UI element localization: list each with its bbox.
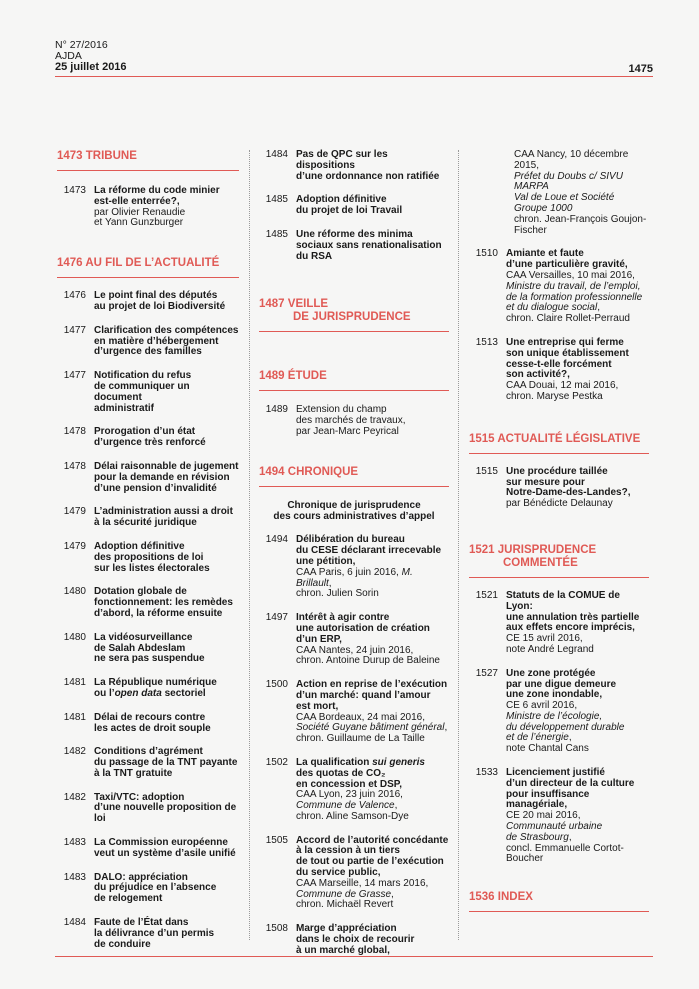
- subheading-line: des cours administratives d’appel: [273, 510, 435, 522]
- entry-title: [94, 689, 239, 700]
- entry-title: son activité?,: [506, 369, 570, 381]
- entry-title: d’une ordonnance non ratifiée: [296, 170, 440, 182]
- entry-title-part: sectoriel: [161, 687, 206, 699]
- entry-title: Une entreprise qui ferme: [506, 336, 624, 348]
- entry-title: à la TNT gratuite: [94, 767, 173, 779]
- entry-body: [94, 678, 239, 700]
- entry-detail: CE 15 avril 2016,: [506, 633, 583, 645]
- entry-title: sur mesure pour: [506, 476, 585, 488]
- toc-entry[interactable]: [469, 467, 649, 510]
- entry-title: fonctionnement: les remèdes: [94, 597, 233, 609]
- entry-detail: CE 20 mai 2016,: [506, 810, 581, 822]
- subheading-line: Chronique de jurisprudence: [287, 499, 421, 511]
- entry-title: DALO: appréciation: [94, 871, 188, 883]
- entry-detail-italic-text: et de l’énergie: [506, 732, 569, 744]
- entry-detail: note Chantal Cans: [506, 743, 589, 755]
- entry-body: [506, 338, 649, 403]
- entry-title: Dotation globale de: [94, 586, 187, 598]
- entry-body: [506, 591, 649, 656]
- entry-title: Délai de recours contre: [94, 711, 206, 723]
- entry-title: à la cession à un tiers: [296, 845, 400, 857]
- entry-title: Adoption définitive: [94, 540, 185, 552]
- entry-page: 1502: [265, 756, 288, 768]
- continued-entry: [469, 150, 649, 236]
- entry-title: en concession et DSP,: [296, 778, 402, 790]
- entry-body: [296, 535, 449, 600]
- entry-title: Prorogation d’un état: [94, 426, 196, 438]
- column-2: [259, 150, 449, 957]
- entry-title: La vidéosurveillance: [94, 631, 193, 643]
- entry-page: 1508: [265, 923, 288, 935]
- entry-title: de conduire: [94, 938, 151, 950]
- section-title: [259, 298, 449, 332]
- entry-body: [94, 838, 239, 860]
- entry-detail: chron. Aline Samson-Dye: [296, 810, 409, 822]
- toc-entry[interactable]: [57, 186, 239, 229]
- section-title: 1494 CHRONIQUE: [259, 466, 449, 487]
- toc-entry[interactable]: [57, 371, 239, 414]
- entry-page: 1484: [63, 917, 86, 929]
- toc-entry[interactable]: [259, 535, 449, 600]
- entry-title: Délibération du bureau: [296, 534, 405, 546]
- entry-body: [94, 507, 239, 529]
- journal-name: AJDA: [55, 50, 82, 62]
- entry-detail: par Bénédicte Delaunay: [506, 498, 613, 510]
- entry-detail-italic-text: de la formation professionnelle: [506, 291, 643, 303]
- entry-title: aux effets encore imprécis,: [506, 622, 635, 634]
- entry-title: de communiquer un document: [94, 380, 190, 403]
- entry-title: d’une particulière gravité,: [506, 259, 628, 271]
- entry-title: du passage de la TNT payante: [94, 757, 238, 769]
- toc-entry[interactable]: [57, 507, 239, 529]
- column-divider: [249, 150, 250, 940]
- entry-page: 1479: [63, 506, 86, 518]
- entry-body: [296, 230, 449, 262]
- entry-page: 1481: [63, 677, 86, 689]
- entry-detail: chron. Guillaume de La Taille: [296, 733, 425, 745]
- entry-detail-italic: de Strasbourg,: [506, 831, 572, 843]
- toc-list: [469, 591, 649, 865]
- toc-entry[interactable]: [259, 924, 449, 956]
- entry-title: dans le choix de recourir: [296, 934, 415, 946]
- section-title-line: COMMENTÉE: [503, 556, 578, 569]
- entry-title: de tout ou partie de l’exécution: [296, 856, 444, 868]
- entry-title: une annulation très partielle: [506, 611, 640, 623]
- entry-title: au projet de loi Biodiversité: [94, 300, 226, 312]
- entry-title: à un marché global,: [296, 944, 390, 956]
- toc-entry[interactable]: [57, 793, 239, 825]
- entry-author: par Olivier Renaudie: [94, 206, 186, 218]
- section-title: [469, 544, 649, 578]
- chronicle-subheading: [259, 501, 449, 523]
- entry-page: 1521: [475, 589, 498, 601]
- entry-title: Notre-Dame-des-Landes?,: [506, 487, 631, 499]
- toc-entry[interactable]: [469, 669, 649, 755]
- entry-title: veut un système d’asile unifié: [94, 847, 236, 859]
- entry-detail: CAA Marseille, 14 mars 2016,: [296, 877, 429, 889]
- entry-title: Une réforme des minima: [296, 228, 413, 240]
- toc-entry[interactable]: [469, 768, 649, 865]
- entry-title: pour la demande en révision: [94, 471, 230, 483]
- toc-entry[interactable]: [259, 150, 449, 182]
- entry-title: administratif: [94, 402, 155, 414]
- entry-title: Clarification des compétences: [94, 324, 239, 336]
- toc-entry[interactable]: [57, 633, 239, 665]
- toc-entry[interactable]: [259, 405, 449, 437]
- entry-title: Accord de l’autorité concédante: [296, 834, 449, 846]
- section-title: 1515 ACTUALITÉ LÉGISLATIVE: [469, 433, 649, 454]
- toc-list: [259, 150, 449, 262]
- entry-title-italic: sui generis: [372, 756, 425, 768]
- header-rule: [55, 76, 653, 77]
- toc-entry[interactable]: [57, 838, 239, 860]
- entry-detail: CAA Nancy, 10 décembre 2015,: [514, 149, 629, 171]
- section-title: 1476 AU FIL DE L’ACTUALITÉ: [57, 257, 239, 278]
- entry-title: La République numérique: [94, 677, 217, 689]
- entry-title: les actes de droit souple: [94, 722, 211, 734]
- entry-page: 1494: [265, 534, 288, 546]
- toc-entry[interactable]: [57, 427, 239, 449]
- issue-number: N° 27/2016: [55, 39, 108, 51]
- entry-title: la délivrance d’un permis: [94, 927, 215, 939]
- toc-list: [57, 291, 239, 950]
- entry-title: d’urgence des familles: [94, 346, 202, 358]
- column-1: [57, 150, 239, 950]
- section-title-line: DE JURISPRUDENCE: [293, 311, 411, 324]
- entry-body: [94, 427, 239, 449]
- entry-title: Marge d’appréciation: [296, 923, 397, 935]
- entry-detail: CE 6 avril 2016,: [506, 700, 578, 712]
- toc-entry[interactable]: [469, 338, 649, 403]
- entry-body: [94, 291, 239, 313]
- entry-page: 1527: [475, 667, 498, 679]
- entry-title: des propositions de loi: [94, 551, 204, 563]
- entry-detail: concl. Emmanuelle Cortot-Boucher: [506, 842, 624, 865]
- entry-body: [296, 680, 449, 745]
- entry-body: [94, 542, 239, 574]
- entry-title: des marchés de travaux,: [296, 415, 406, 427]
- entry-body: [296, 613, 449, 667]
- entry-page: 1533: [475, 767, 498, 779]
- footer-rule: [55, 956, 653, 957]
- entry-page: 1484: [265, 149, 288, 160]
- page-number: 1475: [628, 63, 653, 75]
- entry-title: sociaux sans renationalisation: [296, 239, 442, 251]
- toc-entry[interactable]: [57, 873, 239, 905]
- entry-title: d’un directeur de la culture: [506, 777, 635, 789]
- toc-list: [469, 467, 649, 510]
- toc-entry[interactable]: [57, 918, 239, 950]
- entry-title: Statuts de la COMUE de Lyon:: [506, 589, 620, 612]
- entry-title: d’un ERP,: [296, 633, 342, 645]
- section-title: 1536 INDEX: [469, 891, 649, 912]
- toc-entry[interactable]: [57, 713, 239, 735]
- entry-detail: chron. Michaël Revert: [296, 899, 394, 911]
- entry-body: [296, 758, 449, 823]
- entry-detail-italic: Commune de Valence,: [296, 800, 398, 812]
- toc-list: [469, 249, 649, 402]
- entry-title: d’une pension d’invalidité: [94, 482, 217, 494]
- entry-detail: CAA Versailles, 10 mai 2016,: [506, 269, 635, 281]
- entry-title: d’une nouvelle proposition de loi: [94, 802, 237, 825]
- entry-detail: chron. Maryse Pestka: [506, 390, 603, 402]
- entry-title: Extension du champ: [296, 404, 387, 416]
- entry-detail-italic-text: du développement durable: [506, 721, 625, 733]
- toc-entry[interactable]: [57, 747, 239, 779]
- entry-body: [94, 633, 239, 665]
- entry-detail: chron. Antoine Durup de Baleine: [296, 655, 440, 667]
- column-3: [469, 150, 649, 912]
- entry-title: L’administration aussi a droit: [94, 506, 233, 518]
- entry-page: 1478: [63, 460, 86, 472]
- entry-detail-italic: Préfet du Doubs c/ SIVU MARPA: [514, 170, 623, 193]
- toc-entry[interactable]: [259, 195, 449, 217]
- entry-page: 1515: [475, 465, 498, 477]
- entry-body: [296, 924, 449, 956]
- entry-title: du RSA: [296, 250, 333, 262]
- entry-title: est-elle enterrée?,: [94, 195, 180, 207]
- entry-title: du CESE déclarant irrecevable: [296, 545, 442, 557]
- entry-detail: CAA Douai, 12 mai 2016,: [506, 380, 619, 392]
- entry-page: 1510: [475, 248, 498, 260]
- toc-entry[interactable]: [259, 680, 449, 745]
- entry-author: par Jean-Marc Peyrical: [296, 425, 399, 437]
- entry-title: Faute de l’État dans: [94, 917, 189, 929]
- entry-page: 1482: [63, 746, 86, 758]
- entry-title: à la sécurité juridique: [94, 517, 197, 529]
- entry-title: cesse-t-elle forcément: [506, 358, 612, 370]
- entry-title: une autorisation de création: [296, 622, 430, 634]
- toc-entry[interactable]: [57, 462, 239, 494]
- section-title: 1489 ÉTUDE: [259, 370, 449, 391]
- toc-list: [259, 535, 449, 956]
- entry-body: [506, 768, 649, 865]
- entry-page: 1480: [63, 586, 86, 598]
- entry-page: 1485: [265, 228, 288, 240]
- entry-title: Conditions d’agrément: [94, 746, 203, 758]
- entry-page: 1489: [265, 404, 288, 416]
- entry-title: par une digue demeure: [506, 678, 617, 690]
- entry-body: [94, 793, 239, 825]
- toc-entry[interactable]: [259, 230, 449, 262]
- entry-title: Le point final des députés: [94, 290, 218, 302]
- entry-title: La réforme du code minier: [94, 185, 220, 196]
- entry-title: d’un marché: quand l’amour: [296, 689, 431, 701]
- entry-title: Taxi/VTC: adoption: [94, 791, 185, 803]
- entry-detail-italic: et de l’énergie,: [506, 732, 572, 744]
- entry-page: 1477: [63, 324, 86, 336]
- entry-detail-italic-text: et du dialogue social: [506, 302, 598, 314]
- entry-title-italic: open data: [114, 687, 162, 699]
- entry-body: [94, 918, 239, 950]
- toc-entry[interactable]: [259, 836, 449, 912]
- column-divider: [458, 150, 459, 940]
- toc-entry[interactable]: [57, 587, 239, 619]
- entry-detail: CAA Bordeaux, 24 mai 2016,: [296, 711, 425, 723]
- entry-detail-italic-text: Commune de Valence: [296, 800, 395, 812]
- entry-body: [94, 326, 239, 358]
- entry-detail: CAA Lyon, 23 juin 2016,: [296, 789, 403, 801]
- toc-entry[interactable]: [57, 678, 239, 700]
- entry-title: du préjudice en l’absence: [94, 882, 217, 894]
- toc-entry[interactable]: [469, 591, 649, 656]
- entry-detail-italic: Commune de Grasse,: [296, 888, 394, 900]
- entry-title: d’urgence très renforcé: [94, 437, 206, 449]
- entry-detail-italic-text: Communauté urbaine: [506, 821, 603, 833]
- entry-title: de relogement: [94, 893, 163, 905]
- entry-author: et Yann Gunzburger: [94, 217, 184, 229]
- entry-title: du service public,: [296, 867, 381, 879]
- entry-title: son unique établissement: [506, 347, 629, 359]
- entry-body: [94, 587, 239, 619]
- entry-title: de Salah Abdeslam: [94, 642, 186, 654]
- entry-body: [94, 713, 239, 735]
- entry-title: est mort,: [296, 700, 339, 712]
- entry-page: 1483: [63, 871, 86, 883]
- entry-page: 1478: [63, 426, 86, 438]
- entry-title: pour insuffisance managériale,: [506, 788, 590, 811]
- entry-page: 1485: [265, 194, 288, 206]
- entry-body: [506, 249, 649, 325]
- entry-detail-part: ,: [328, 577, 332, 589]
- entry-title: d’abord, la réforme ensuite: [94, 607, 223, 619]
- entry-title-part: ou l’: [94, 687, 115, 699]
- entry-page: 1481: [63, 711, 86, 723]
- entry-body: [296, 195, 449, 217]
- entry-title: Action en reprise de l’exécution: [296, 679, 448, 691]
- entry-body: [296, 150, 449, 182]
- section-title-line: 1521 JURISPRUDENCE: [469, 543, 597, 556]
- entry-title: Une procédure taillée: [506, 465, 608, 477]
- toc-entry[interactable]: [57, 542, 239, 574]
- entry-title: La Commission européenne: [94, 837, 228, 849]
- entry-page: 1497: [265, 612, 288, 624]
- entry-title: Pas de QPC sur les dispositions: [296, 149, 388, 171]
- toc-entry[interactable]: [469, 249, 649, 325]
- entry-page: 1480: [63, 631, 86, 643]
- entry-title: Licenciement justifié: [506, 767, 605, 779]
- entry-title: Notification du refus: [94, 370, 192, 382]
- entry-body: [296, 836, 449, 912]
- entry-detail: [296, 568, 449, 590]
- entry-detail-italic: Val de Loue et Société Groupe 1000: [514, 192, 615, 214]
- entry-page: 1482: [63, 791, 86, 803]
- entry-detail-italic: Société Guyane bâtiment général,: [296, 722, 448, 734]
- issue-date: 25 juillet 2016: [55, 61, 127, 73]
- entry-body: [94, 747, 239, 779]
- entry-detail-italic: et du dialogue social,: [506, 302, 600, 314]
- entry-title: une pétition,: [296, 555, 356, 567]
- entry-detail-italic-text: Commune de Grasse: [296, 888, 392, 900]
- entry-title: Intérêt à agir contre: [296, 612, 390, 624]
- entry-page: 1476: [63, 290, 86, 302]
- entry-detail-italic-text: de Strasbourg: [506, 831, 569, 843]
- entry-page: 1513: [475, 336, 498, 348]
- entry-body: [94, 371, 239, 414]
- entry-title: des quotas de CO₂: [296, 767, 386, 779]
- entry-detail-italic-text: Ministre de l’écologie,: [506, 710, 603, 722]
- entry-detail-italic-text: Ministre du travail, de l’emploi,: [506, 280, 641, 292]
- entry-body: [94, 873, 239, 905]
- entry-detail-italic: M. Brillault: [296, 566, 413, 589]
- entry-title: Adoption définitive: [296, 194, 387, 206]
- toc-entry[interactable]: [259, 758, 449, 823]
- toc-entry[interactable]: [57, 291, 239, 313]
- entry-detail: chron. Jean-François Goujon-Fischer: [514, 213, 647, 236]
- entry-title: du projet de loi Travail: [296, 205, 403, 217]
- section-title: 1473 TRIBUNE: [57, 150, 239, 171]
- entry-detail-part: CAA Paris, 6 juin 2016,: [296, 566, 402, 578]
- entry-page: 1477: [63, 370, 86, 382]
- entry-detail: chron. Claire Rollet-Perraud: [506, 313, 630, 325]
- entry-title: Amiante et faute: [506, 248, 584, 260]
- entry-page: 1505: [265, 834, 288, 846]
- entry-page: 1479: [63, 540, 86, 552]
- entry-detail: CAA Nantes, 24 juin 2016,: [296, 644, 414, 656]
- entry-detail-italic-text: Société Guyane bâtiment général: [296, 722, 445, 734]
- entry-page: 1483: [63, 837, 86, 849]
- entry-body: [506, 669, 649, 755]
- entry-page: 1500: [265, 679, 288, 691]
- section-title-line: 1487 VEILLE: [259, 298, 329, 311]
- entry-title: ne sera pas suspendue: [94, 653, 205, 665]
- entry-detail: chron. Julien Sorin: [296, 588, 379, 600]
- entry-page: 1473: [63, 185, 86, 196]
- entry-title: sur les listes électorales: [94, 562, 210, 574]
- toc-entry[interactable]: [259, 613, 449, 667]
- entry-title: Une zone protégée: [506, 667, 596, 679]
- entry-body: [94, 462, 239, 494]
- entry-title: une zone inondable,: [506, 689, 603, 701]
- entry-title-part: La qualification: [296, 756, 373, 768]
- entry-detail: note André Legrand: [506, 643, 594, 655]
- running-header: [55, 40, 127, 73]
- entry-title: en matière d’hébergement: [94, 335, 219, 347]
- entry-body: [506, 467, 649, 510]
- entry-title: Délai raisonnable de jugement: [94, 460, 239, 472]
- toc-entry[interactable]: [57, 326, 239, 358]
